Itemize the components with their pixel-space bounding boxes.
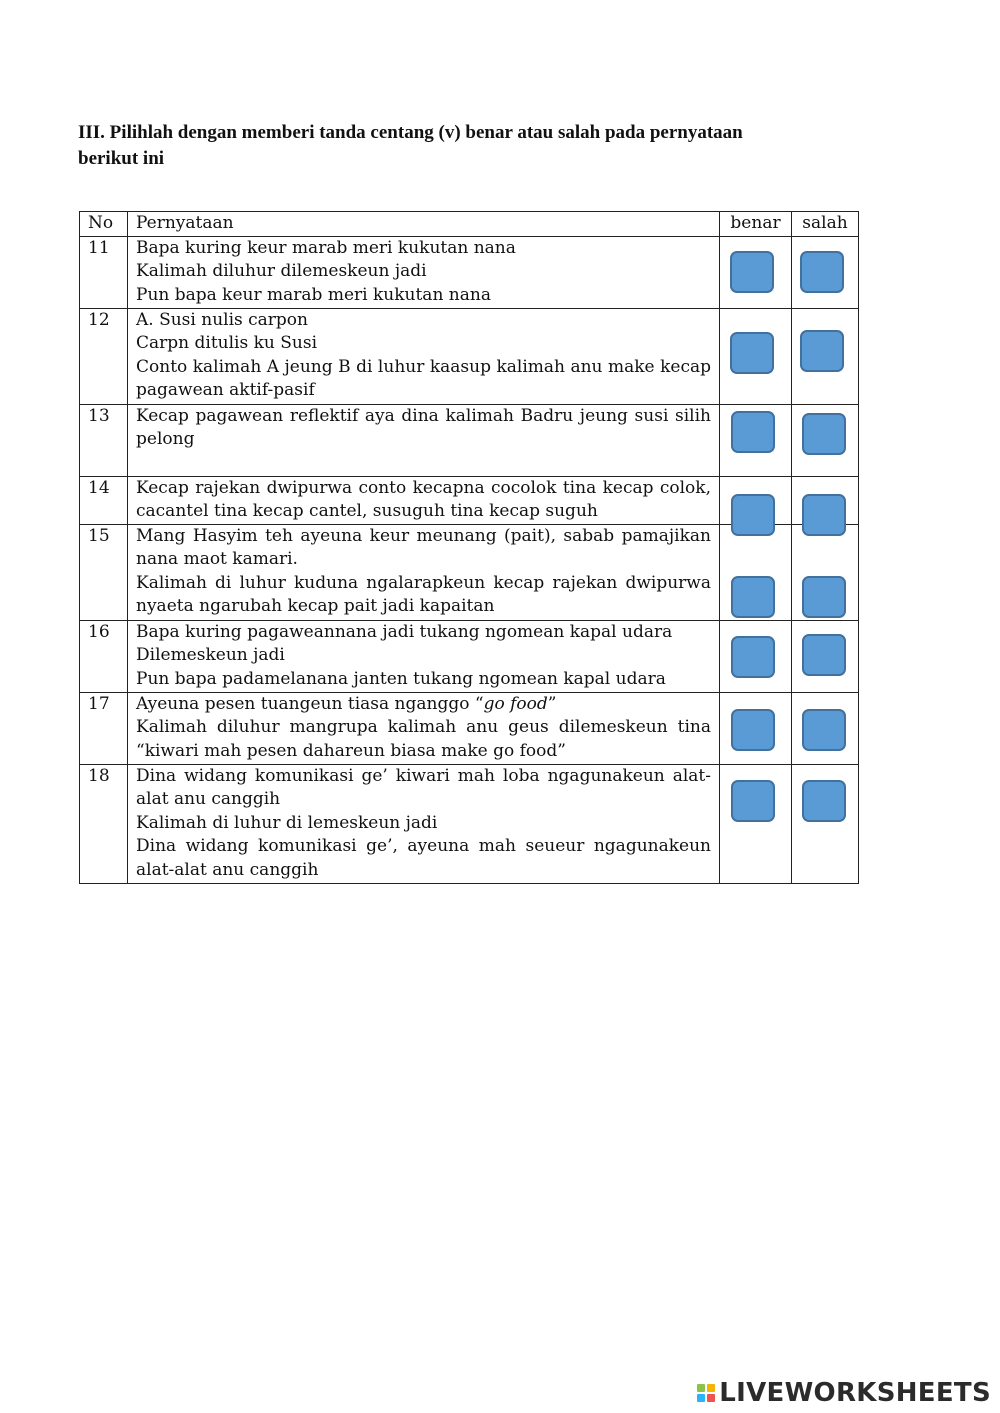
instruction-line-2: berikut ini [78,148,165,169]
statement-line: Dina widang komunikasi ge’, ayeuna mah seueur ngagunakeun alat-alat anu canggih [136,836,711,880]
statement-line: A. Susi nulis carpon [136,309,308,330]
statement-line: Bapa kuring pagaweannana jadi tukang ngomean kapal udara [136,621,673,642]
logo-square [697,1394,705,1402]
statement-text: ” [547,693,557,714]
statement-line: Kalimah diluhur mangrupa kalimah anu geus dilemeskeun tina “kiwari mah pesen dahareun biasa make go food” [136,717,711,761]
answer-box-benar-17[interactable] [731,709,775,751]
answer-box-benar-13[interactable] [731,411,775,453]
instruction-heading [78,120,858,172]
statement-line: Conto kalimah A jeung B di luhur kaasup kalimah anu make kecap pagawean aktif-pasif [136,356,711,400]
statement-cell [128,692,720,764]
answer-box-benar-18[interactable] [731,780,775,822]
header-benar: benar [720,212,792,237]
statement-cell [128,404,720,476]
row-number: 16 [80,620,128,692]
instruction-line-1: III. Pilihlah dengan memberi tanda centang (v) benar atau salah pada pernyataan [78,122,743,143]
statement-cell [128,524,720,620]
statement-line: Kalimah di luhur kuduna ngalarapkeun kecap rajekan dwipurwa nyaeta ngarubah kecap pait jadi kapaitan [136,572,711,616]
answer-box-salah-14[interactable] [802,494,846,536]
statement-line: Mang Hasyim teh ayeuna keur meunang (pait), sabab pamajikan nana maot kamari. [136,525,711,569]
statement-line: Dina widang komunikasi ge’ kiwari mah loba ngagunakeun alat-alat anu canggih [136,765,711,809]
row-number: 15 [80,524,128,620]
answer-box-salah-16[interactable] [802,634,846,676]
statement-line: Dilemeskeun jadi [136,645,285,665]
table-header-row [80,212,859,237]
answer-box-benar-16[interactable] [731,636,775,678]
answer-box-benar-11[interactable] [730,251,774,293]
statement-line: Kalimah di luhur di lemeskeun jadi [136,812,438,833]
statement-line: Kecap pagawean reflektif aya dina kalimah Badru jeung susi silih pelong [136,405,711,449]
statement-line: Bapa kuring keur marab meri kukutan nana [136,237,516,258]
answer-box-benar-12[interactable] [730,332,774,374]
statement-text: Ayeuna pesen tuangeun tiasa nganggo “ [136,693,484,714]
row-number: 13 [80,404,128,476]
row-number: 17 [80,692,128,764]
liveworksheets-logo-icon [697,1384,715,1402]
header-statement: Pernyataan [128,212,720,237]
answer-box-salah-15[interactable] [802,576,846,618]
statement-cell [128,764,720,883]
statement-italic-text: go food [483,693,548,714]
statement-line: Kecap rajekan dwipurwa conto kecapna cocolok tina kecap colok, cacantel tina kecap cantel, susuguh tina kecap suguh [136,477,711,521]
statement-cell [128,236,720,308]
statement-line: Pun bapa keur marab meri kukutan nana [136,284,491,305]
statement-line [136,693,711,717]
answer-box-salah-13[interactable] [802,413,846,455]
liveworksheets-brand [697,1378,991,1408]
answer-box-salah-12[interactable] [800,330,844,372]
row-number: 14 [80,476,128,524]
brand-text: LIVEWORKSHEETS [719,1378,991,1408]
row-number: 12 [80,308,128,404]
answer-box-benar-15[interactable] [731,576,775,618]
row-number: 18 [80,764,128,883]
logo-square [697,1384,705,1392]
answer-box-salah-18[interactable] [802,780,846,822]
statement-cell [128,308,720,404]
statement-cell [128,620,720,692]
row-number: 11 [80,236,128,308]
statement-line: Kalimah diluhur dilemeskeun jadi [136,261,427,281]
header-salah: salah [792,212,859,237]
logo-square [707,1394,715,1402]
answer-box-salah-11[interactable] [800,251,844,293]
statement-line: Pun bapa padamelanana janten tukang ngomean kapal udara [136,668,666,689]
statement-cell [128,476,720,524]
header-no: No [80,212,128,237]
logo-square [707,1384,715,1392]
statement-line: Carpn ditulis ku Susi [136,333,318,353]
answer-box-benar-14[interactable] [731,494,775,536]
answer-box-salah-17[interactable] [802,709,846,751]
